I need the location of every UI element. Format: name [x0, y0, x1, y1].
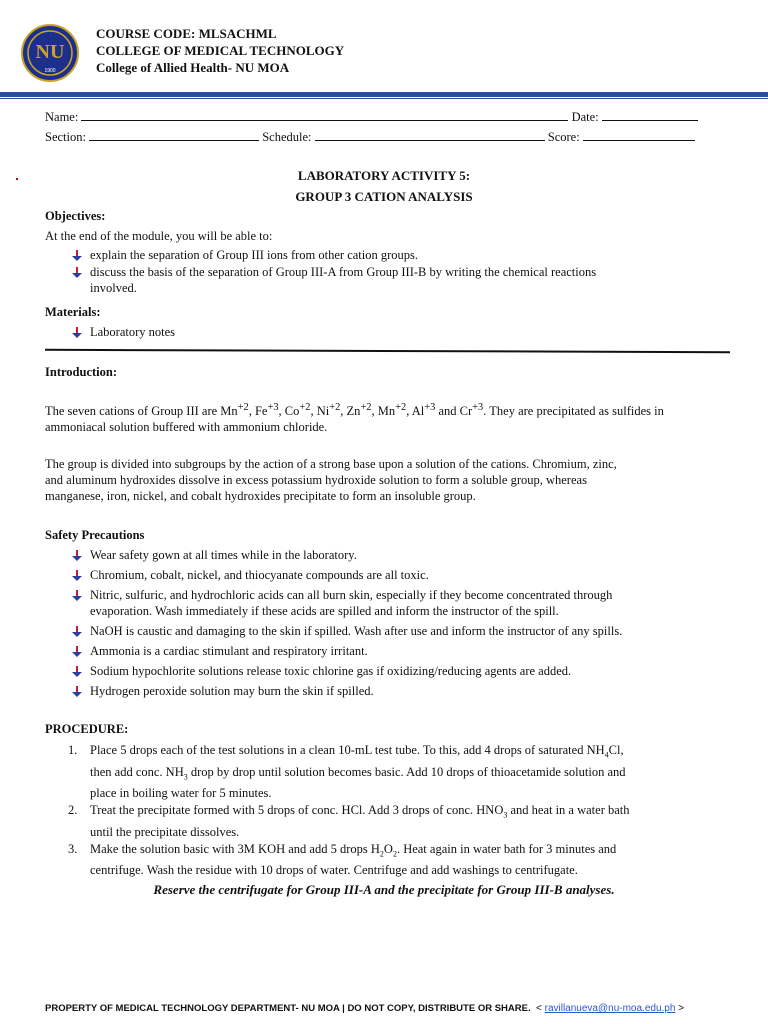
- arrow-bullet-icon: [71, 250, 83, 261]
- footer-contact: < ravillanueva@nu-moa.edu.ph >: [536, 1003, 685, 1014]
- arrow-bullet-icon: [71, 550, 83, 561]
- arrow-bullet-icon: [71, 686, 83, 697]
- materials-heading: Materials:: [45, 305, 101, 319]
- list-item: explain the separation of Group III ions from other cation groups.: [68, 248, 728, 265]
- date-label: Date:: [571, 110, 599, 124]
- score-label: Score:: [547, 130, 580, 144]
- header-divider-thin: [0, 98, 768, 99]
- college-name: COLLEGE OF MEDICAL TECHNOLOGY: [96, 43, 345, 58]
- section-divider: [45, 349, 730, 353]
- svg-text:NU: NU: [35, 41, 65, 63]
- activity-subtitle: GROUP 3 CATION ANALYSIS: [295, 189, 473, 204]
- list-item: NaOH is caustic and damaging to the skin if spilled. Wash after use and inform the instructor of any spills.: [68, 624, 738, 644]
- name-label: Name:: [45, 110, 79, 124]
- list-item: Wear safety gown at all times while in the laboratory.: [68, 548, 738, 568]
- procedure-list: [68, 742, 728, 878]
- procedure-step-1: 1. Place 5 drops each of the test solutions in a clean 10-mL test tube. To this, add 4 drops of saturated $NH_4Cl$, then add conc. $NH_3$ drop by drop until solution becomes basic. Add 10 drops of thioacetamide solution and place in boiling water for 5 minutes.: [68, 743, 626, 800]
- safety-heading: Safety Precautions: [45, 528, 145, 542]
- arrow-bullet-icon: [71, 666, 83, 677]
- intro-p1-line1: The seven cations of Group III are $Mn^{+2}$, $Fe^{+3}$, $Co^{+2}$, $Ni^{+2}$, $Zn^{+2}$, $Mn^{+2}$, $Al^{+3}$ and $Cr^{+3}$. They are precipitated as sulfides in: [45, 402, 664, 419]
- section-row: [45, 130, 695, 145]
- activity-title: LABORATORY ACTIVITY 5:: [297, 168, 471, 183]
- procedure-step-2: 2. Treat the precipitate formed with 5 drops of conc. HCl. Add 3 drops of conc. $HNO_3$ and heat in a water bath until the precipitate dissolves.: [68, 803, 630, 839]
- list-item: discuss the basis of the separation of Group III-A from Group III-B by writing the chemical reactions: [68, 265, 728, 281]
- list-item-continuation: evaporation. Wash immediately if these acids are spilled and inform the instructor of the spill.: [90, 604, 559, 618]
- arrow-bullet-icon: [71, 590, 83, 601]
- section-field[interactable]: [89, 130, 259, 141]
- schedule-field[interactable]: [315, 130, 545, 141]
- objectives-list: [68, 248, 728, 297]
- arrow-bullet-icon: [71, 626, 83, 637]
- procedure-heading: PROCEDURE:: [45, 722, 129, 736]
- introduction-paragraph-2: The group is divided into subgroups by the action of a strong base upon a solution of the cations. Chromium, zinc, and aluminum hydroxides dissolve in excess potassium hydroxide solution to form a soluble group, whereas manganese, iron, nickel, and cobalt hydroxides precipitate to form an insoluble group.: [45, 457, 617, 503]
- email-link[interactable]: ravillanueva@nu-moa.edu.ph: [544, 1003, 676, 1014]
- safety-list: [68, 548, 738, 704]
- footer-notice: PROPERTY OF MEDICAL TECHNOLOGY DEPARTMENT- NU MOA | DO NOT COPY, DISTRIBUTE OR SHARE.: [45, 1003, 531, 1014]
- introduction-heading: Introduction:: [45, 365, 118, 379]
- schedule-label: Schedule:: [262, 130, 312, 144]
- arrow-bullet-icon: [71, 570, 83, 581]
- list-item: Ammonia is a cardiac stimulant and respiratory irritant.: [68, 644, 738, 664]
- date-field[interactable]: [602, 110, 698, 121]
- list-item: Hydrogen peroxide solution may burn the skin if spilled.: [68, 684, 738, 704]
- objectives-heading: Objectives:: [45, 209, 106, 223]
- reserve-note: Reserve the centrifugate for Group III-A and the precipitate for Group III-B analyses.: [153, 882, 615, 897]
- arrow-bullet-icon: [71, 327, 83, 338]
- arrow-bullet-icon: [71, 267, 83, 278]
- list-item: Nitric, sulfuric, and hydrochloric acids can all burn skin, especially if they become concentrated through: [68, 588, 738, 604]
- list-item: Laboratory notes: [68, 325, 728, 340]
- header-divider-thick: [0, 92, 768, 97]
- intro-p1-line2: ammoniacal solution buffered with ammonium chloride.: [45, 420, 328, 435]
- objectives-intro: At the end of the module, you will be able to:: [45, 229, 273, 243]
- name-field[interactable]: [81, 110, 568, 121]
- campus-name: College of Allied Health- NU MOA: [96, 60, 290, 75]
- list-item: Chromium, cobalt, nickel, and thiocyanate compounds are all toxic.: [68, 568, 738, 588]
- procedure-step-3: 3. Make the solution basic with 3M KOH and add 5 drops $H_2O_2$. Heat again in water bath for 3 minutes and centrifuge. Wash the residue with 10 drops of water. Centrifuge and add washings to centrifugate.: [68, 841, 617, 877]
- materials-list: [68, 325, 728, 340]
- list-item-continuation: involved.: [90, 281, 137, 295]
- introduction-paragraph-1: [45, 400, 735, 435]
- section-label: Section:: [45, 130, 86, 144]
- arrow-bullet-icon: [71, 646, 83, 657]
- name-row: [45, 110, 698, 125]
- list-item: Sodium hypochlorite solutions release toxic chlorine gas if oxidizing/reducing agents are added.: [68, 664, 738, 684]
- course-code: COURSE CODE: MLSACHML: [96, 26, 277, 41]
- score-field[interactable]: [583, 130, 695, 141]
- university-seal-logo: [21, 24, 79, 82]
- svg-text:1900: 1900: [44, 68, 56, 74]
